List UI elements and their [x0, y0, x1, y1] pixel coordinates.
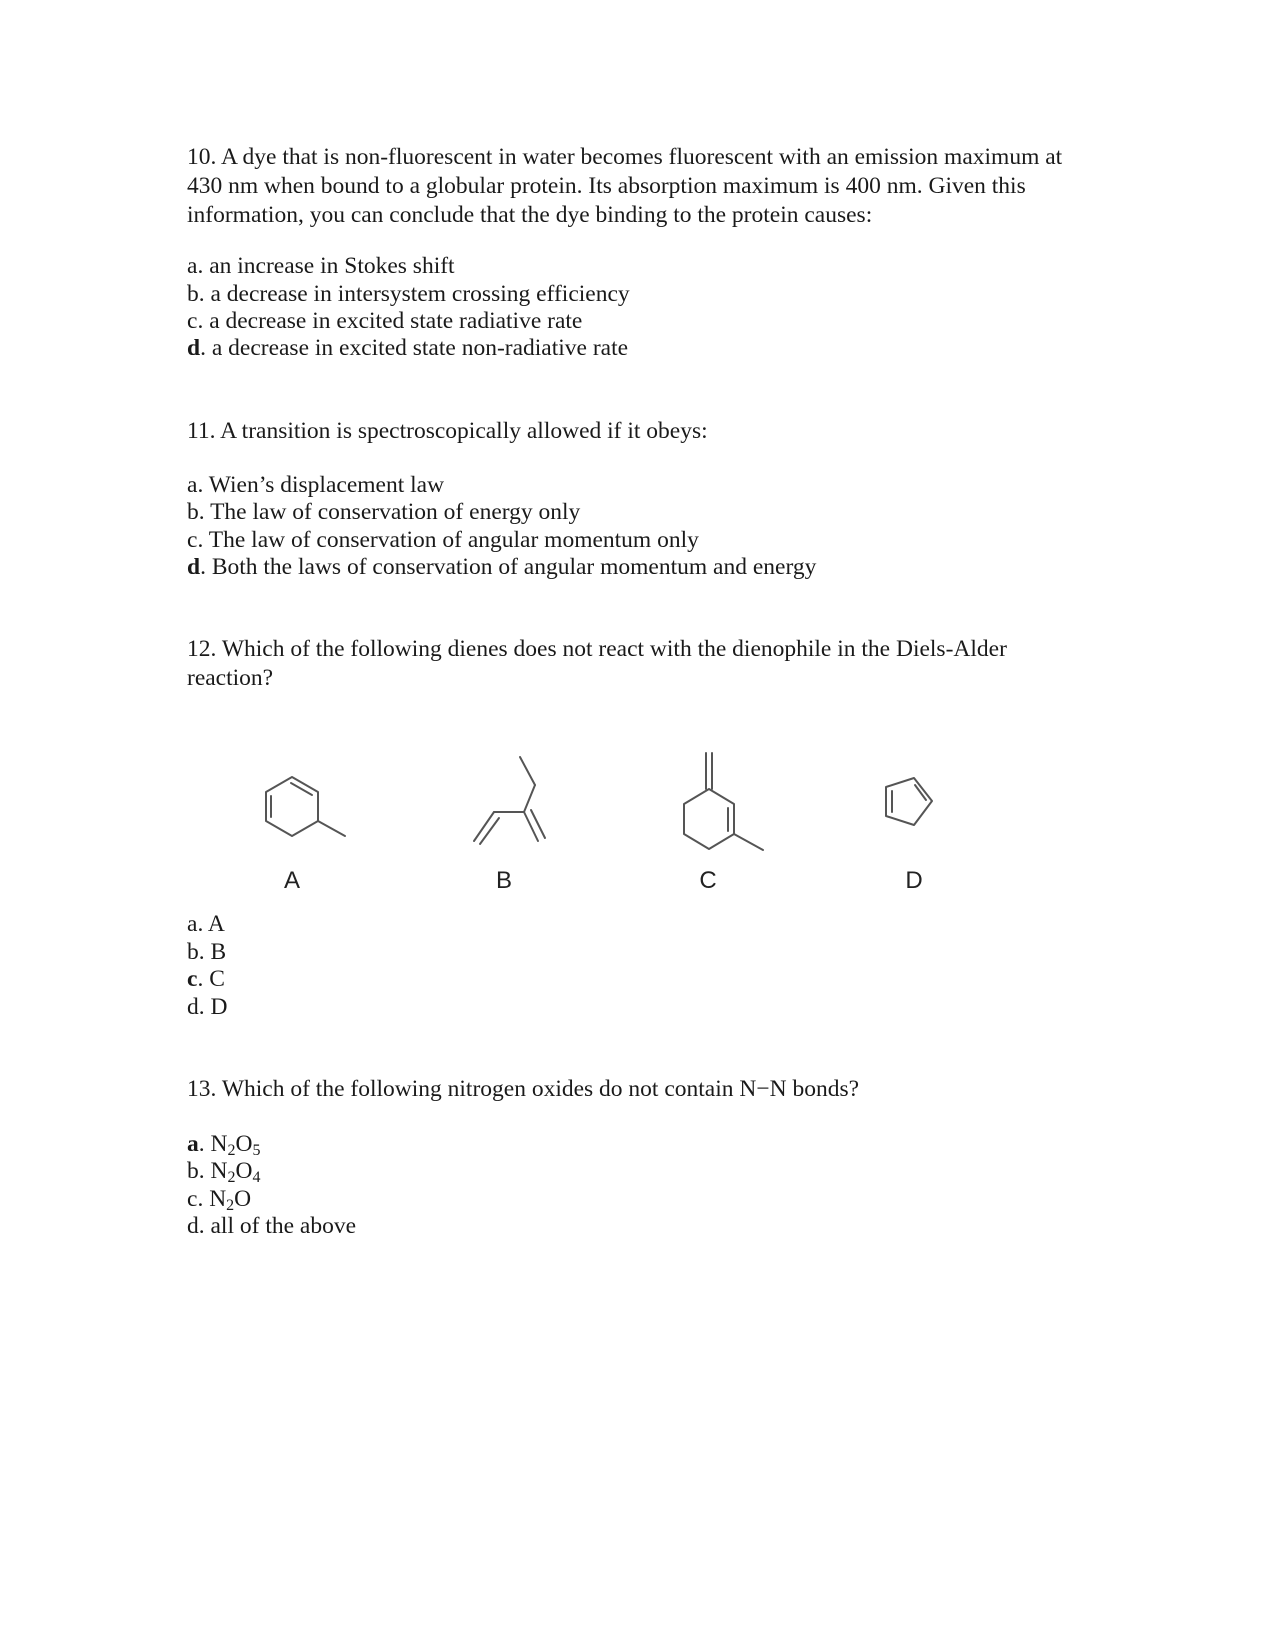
question-12-option-d: [187, 993, 227, 1022]
subscript: 4: [252, 1168, 261, 1186]
question-text: A dye that is non-fluorescent in water becomes fluorescent with an emission maximum at 430 nm when bound to a globular protein. Its absorption maximum is 400 nm. Given this information, you can conclude that the dye binding to the protein causes:: [187, 144, 1063, 228]
option-letter: b: [187, 499, 199, 525]
option-letter: b: [187, 939, 199, 965]
option-text: . A: [197, 911, 225, 937]
subscript: 2: [227, 1168, 236, 1186]
question-12-option-a: [187, 910, 225, 939]
question-text: Which of the following nitrogen oxides do not contain N−N bonds?: [221, 1076, 860, 1102]
question-number: 10.: [187, 144, 217, 170]
option-text: . a decrease in intersystem crossing efficiency: [198, 281, 630, 307]
option-letter: a: [187, 253, 198, 279]
question-text: A transition is spectroscopically allowed if it obeys:: [220, 418, 708, 444]
option-letter-correct: d: [187, 335, 201, 361]
option-text: . C: [197, 966, 225, 992]
option-letter: c: [187, 1186, 198, 1212]
option-letter: a: [187, 472, 198, 498]
option-letter: a: [187, 911, 198, 937]
subscript: 2: [226, 1196, 235, 1214]
question-number: 12.: [187, 636, 217, 662]
option-text: . an increase in Stokes shift: [197, 253, 455, 279]
option-letter: d: [187, 1213, 199, 1239]
option-letter: c: [187, 527, 198, 553]
option-letter-correct: d: [187, 554, 201, 580]
structure-label-b: B: [495, 867, 512, 894]
option-letter-correct: a: [187, 1131, 199, 1157]
question-number: 13.: [187, 1076, 217, 1102]
option-text: . N: [198, 1158, 228, 1184]
structure-b-drawing: [474, 757, 545, 844]
option-text: O: [234, 1186, 252, 1212]
option-text: . N: [197, 1186, 227, 1212]
structure-label-a: A: [283, 867, 300, 894]
subscript: 5: [252, 1141, 261, 1159]
structure-label-c: C: [699, 867, 717, 894]
option-text: . a decrease in excited state radiative rate: [197, 308, 583, 334]
option-text: . B: [198, 939, 227, 965]
question-number: 11.: [187, 418, 216, 444]
structure-d-drawing: [886, 778, 932, 825]
subscript: 2: [227, 1141, 236, 1159]
option-letter: b: [187, 1158, 199, 1184]
option-text: . The law of conservation of energy only: [198, 499, 581, 525]
option-text: . N: [198, 1131, 228, 1157]
question-13-stem: [187, 1075, 1087, 1104]
option-text: . a decrease in excited state non-radiative rate: [200, 335, 629, 361]
option-letter: b: [187, 281, 199, 307]
option-letter: d: [187, 994, 199, 1020]
option-text: . Wien’s displacement law: [197, 472, 445, 498]
question-13-option-a: [187, 1130, 260, 1159]
question-13-option-b: [187, 1157, 260, 1186]
option-letter-correct: c: [187, 966, 198, 992]
option-text: . D: [198, 994, 228, 1020]
option-text: . all of the above: [198, 1213, 357, 1239]
question-13-option-d: [187, 1212, 356, 1241]
question-text: Which of the following dienes does not react with the dienophile in the Diels-Alder reaction?: [187, 636, 1007, 691]
structure-label-d: D: [905, 867, 923, 894]
structure-a-drawing: [266, 777, 345, 836]
question-12-option-c: [187, 965, 225, 994]
option-letter: c: [187, 308, 198, 334]
option-text: O: [235, 1158, 253, 1184]
question-13-option-c: [187, 1185, 251, 1214]
option-text: O: [235, 1131, 253, 1157]
option-text: . The law of conservation of angular momentum only: [197, 527, 699, 553]
question-12-option-b: [187, 938, 226, 967]
structure-c-drawing: [684, 753, 763, 850]
option-text: . Both the laws of conservation of angular momentum and energy: [200, 554, 817, 580]
